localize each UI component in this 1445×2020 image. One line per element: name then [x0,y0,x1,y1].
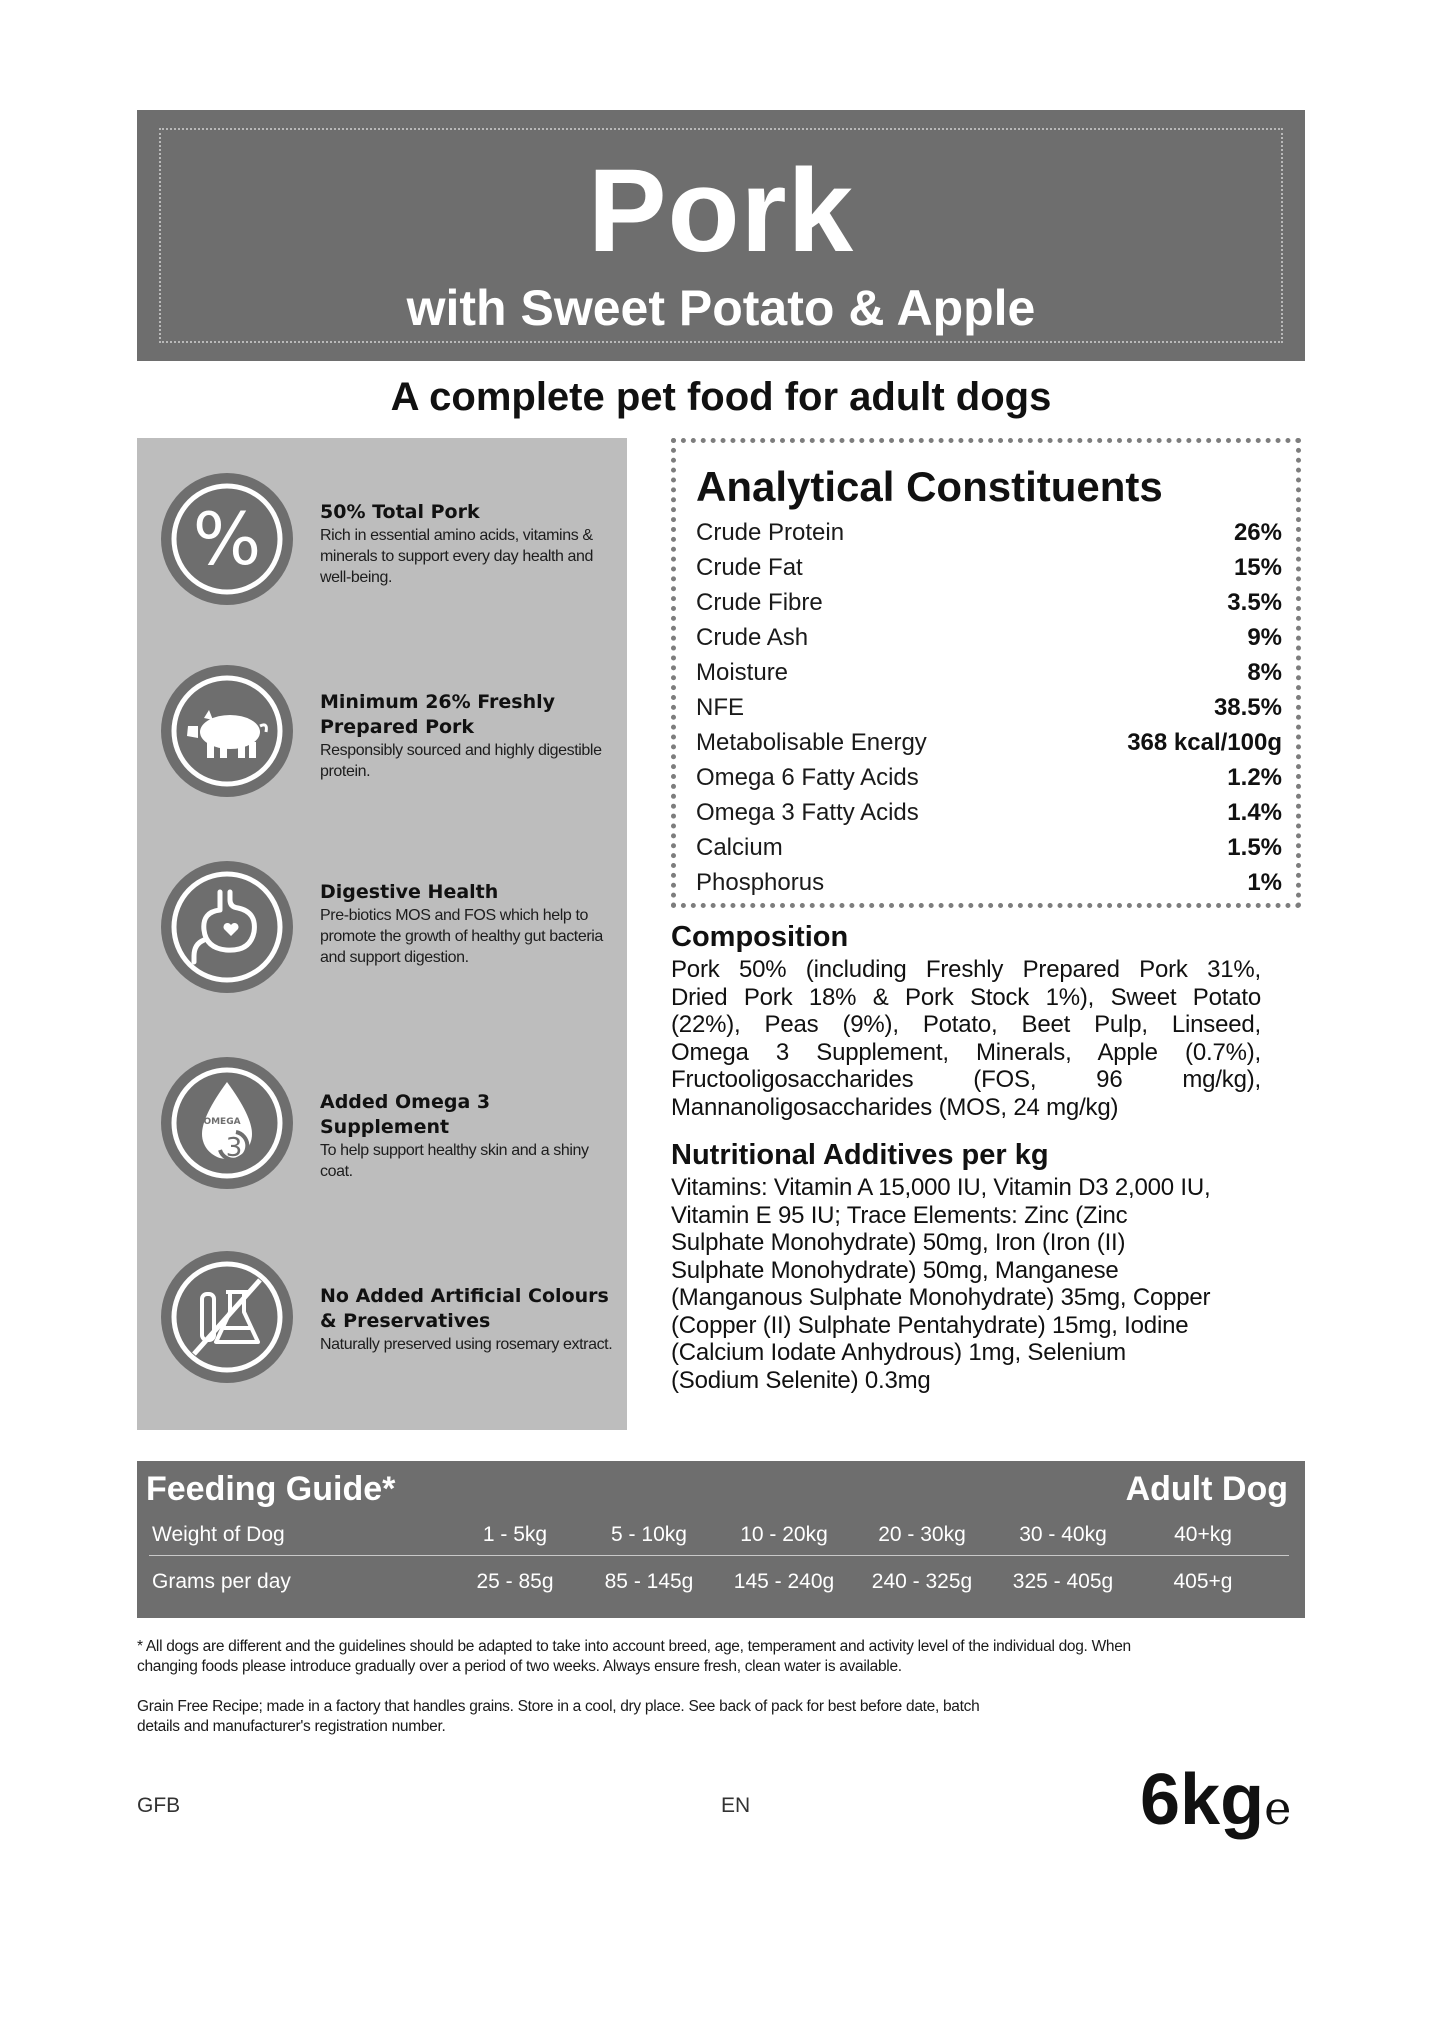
product-subtitle: with Sweet Potato & Apple [406,280,1036,336]
feature-description: To help support healthy skin and a shiny coat. [320,1142,589,1180]
constituent-label: Crude Fat [696,554,803,581]
footnote-line: Grain Free Recipe; made in a factory that handles grains. Store in a cool, dry place. See back of pack for best before date, batch [137,1698,980,1715]
constituent-label: Crude Ash [696,624,809,651]
weight-cell: 1 - 5kg [482,1523,548,1546]
composition-title: Composition [671,921,849,953]
product-code: GFB [137,1794,181,1817]
feature-title: 50% Total Pork [320,501,480,523]
weight-cell: 20 - 30kg [878,1523,966,1546]
net-weight [1140,1760,1291,1848]
constituent-label: Calcium [696,834,783,861]
feeding-guide-subtitle: Adult Dog [1125,1470,1288,1508]
grams-cell: 85 - 145g [604,1570,694,1593]
percent-icon [160,472,294,606]
footnote-line: * All dogs are different and the guidelines should be adapted to take into account breed, age, temperament and activity level of the individual dog. When [137,1638,1131,1655]
analytical-row [696,795,1282,830]
additives-line: (Calcium Iodate Anhydrous) 1mg, Selenium [671,1339,1126,1366]
pig-icon [160,664,294,798]
feature-title: Digestive Health [320,881,499,903]
analytical-row [696,830,1282,865]
constituent-label: Omega 3 Fatty Acids [696,799,919,826]
weight-cell: 10 - 20kg [740,1523,828,1546]
composition-line: Mannanoligosaccharides (MOS, 24 mg/kg) [671,1093,1119,1121]
feeding-guide-title: Feeding Guide* [146,1470,396,1508]
constituent-label: Metabolisable Energy [696,729,927,756]
additives-line: Vitamin E 95 IU; Trace Elements: Zinc (Zinc [671,1201,1128,1229]
analytical-row [696,725,1282,760]
constituent-value: 1.5% [1227,834,1282,861]
no-chemicals-icon [160,1250,294,1384]
constituent-label: Crude Protein [696,519,845,546]
estimated-sign: e [1264,1781,1292,1835]
additives-line: (Sodium Selenite) 0.3mg [671,1366,931,1394]
storage-footnote [137,1697,1307,1737]
grams-cell: 240 - 325g [871,1570,973,1593]
composition-line: Dried Pork 18% & Pork Stock 1%), Sweet Potato [671,983,1261,1011]
additives-line: Vitamins: Vitamin A 15,000 IU, Vitamin D3 2,000 IU, [671,1174,1211,1201]
analytical-row [696,515,1282,550]
grams-cell: 25 - 85g [476,1570,554,1593]
svg-text:%: % [192,497,262,581]
additives-line: Sulphate Monohydrate) 50mg, Manganese [671,1256,1119,1284]
constituent-label: NFE [696,694,744,721]
feeding-guide [137,1461,1305,1618]
constituent-label: Phosphorus [696,869,825,896]
header-dotted-frame [159,128,1283,343]
constituent-value: 1.2% [1227,764,1282,791]
analytical-row [696,655,1282,690]
feature-title: Minimum 26% Freshly Prepared Pork [320,691,556,738]
additives-text [671,1174,1261,1394]
analytical-title: Analytical Constituents [696,463,1163,510]
feature-description: Naturally preserved using rosemary extract. [320,1336,613,1353]
grams-cell: 325 - 405g [1012,1570,1114,1593]
composition-text [671,956,1261,1121]
composition-line: (22%), Peas (9%), Potato, Beet Pulp, Linseed, [671,1011,1261,1038]
omega-drop-icon [160,1056,294,1190]
analytical-row [696,620,1282,655]
constituent-value: 8% [1247,659,1282,686]
constituent-value: 1.4% [1227,799,1282,826]
constituent-value: 38.5% [1213,694,1282,721]
analytical-row [696,760,1282,795]
analytical-row [696,690,1282,725]
weight-cell: 30 - 40kg [1019,1523,1107,1546]
weight-cell: 40+kg [1174,1523,1232,1546]
analytical-constituents-box [671,438,1301,908]
feeding-divider [149,1555,1289,1556]
constituent-label: Crude Fibre [696,589,823,616]
analytical-row [696,550,1282,585]
composition-line: Pork 50% (including Freshly Prepared Pork 31%, [671,956,1261,983]
constituent-label: Moisture [696,659,789,686]
feature-title: No Added Artificial Colours & Preservatives [320,1285,609,1332]
constituent-value: 368 kcal/100g [1127,729,1282,756]
composition-line: Omega 3 Supplement, Minerals, Apple (0.7%), [671,1038,1261,1066]
additives-title: Nutritional Additives per kg [671,1139,1049,1171]
constituent-value: 3.5% [1227,589,1282,616]
additives-line: Sulphate Monohydrate) 50mg, Iron (Iron (II) [671,1229,1126,1256]
feature-description: Rich in essential amino acids, vitamins & minerals to support every day health and well-being. [320,527,594,586]
analytical-row [696,865,1282,900]
language-code: EN [721,1794,751,1817]
weight-cell: 5 - 10kg [611,1523,687,1546]
constituent-value: 9% [1247,624,1282,651]
omega-icon-label: OMEGA [203,1117,241,1127]
tagline: A complete pet food for adult dogs [390,375,1052,419]
feeding-footnote [137,1637,1307,1677]
footnote-line: details and manufacturer's registration number. [137,1718,446,1735]
analytical-row [696,585,1282,620]
features-panel [137,438,627,1430]
net-weight-value: 6kg [1140,1760,1265,1840]
footnote-line: changing foods please introduce gradually over a period of two weeks. Always ensure fresh, clean water is available. [137,1658,902,1675]
stomach-icon [160,860,294,994]
feature-description: Pre-biotics MOS and FOS which help to promote the growth of healthy gut bacteria and support digestion. [320,907,603,966]
product-title: Pork [587,145,855,277]
omega-icon-number: 3 [225,1133,243,1163]
weight-row-label: Weight of Dog [152,1523,285,1546]
additives-line: (Copper (II) Sulphate Pentahydrate) 15mg, Iodine [671,1311,1189,1339]
grams-cell: 145 - 240g [733,1570,835,1593]
product-header [137,110,1305,361]
constituent-label: Omega 6 Fatty Acids [696,764,919,791]
additives-line: (Manganous Sulphate Monohydrate) 35mg, Copper [671,1284,1211,1311]
constituent-value: 15% [1233,554,1282,581]
grams-row-label: Grams per day [152,1570,291,1593]
composition-line: Fructooligosaccharides (FOS, 96 mg/kg), [671,1066,1261,1093]
grams-cell: 405+g [1173,1570,1233,1593]
feature-description: Responsibly sourced and highly digestible protein. [320,742,602,780]
feature-title: Added Omega 3 Supplement [320,1091,491,1138]
constituent-value: 26% [1233,519,1282,546]
constituent-value: 1% [1247,869,1282,896]
